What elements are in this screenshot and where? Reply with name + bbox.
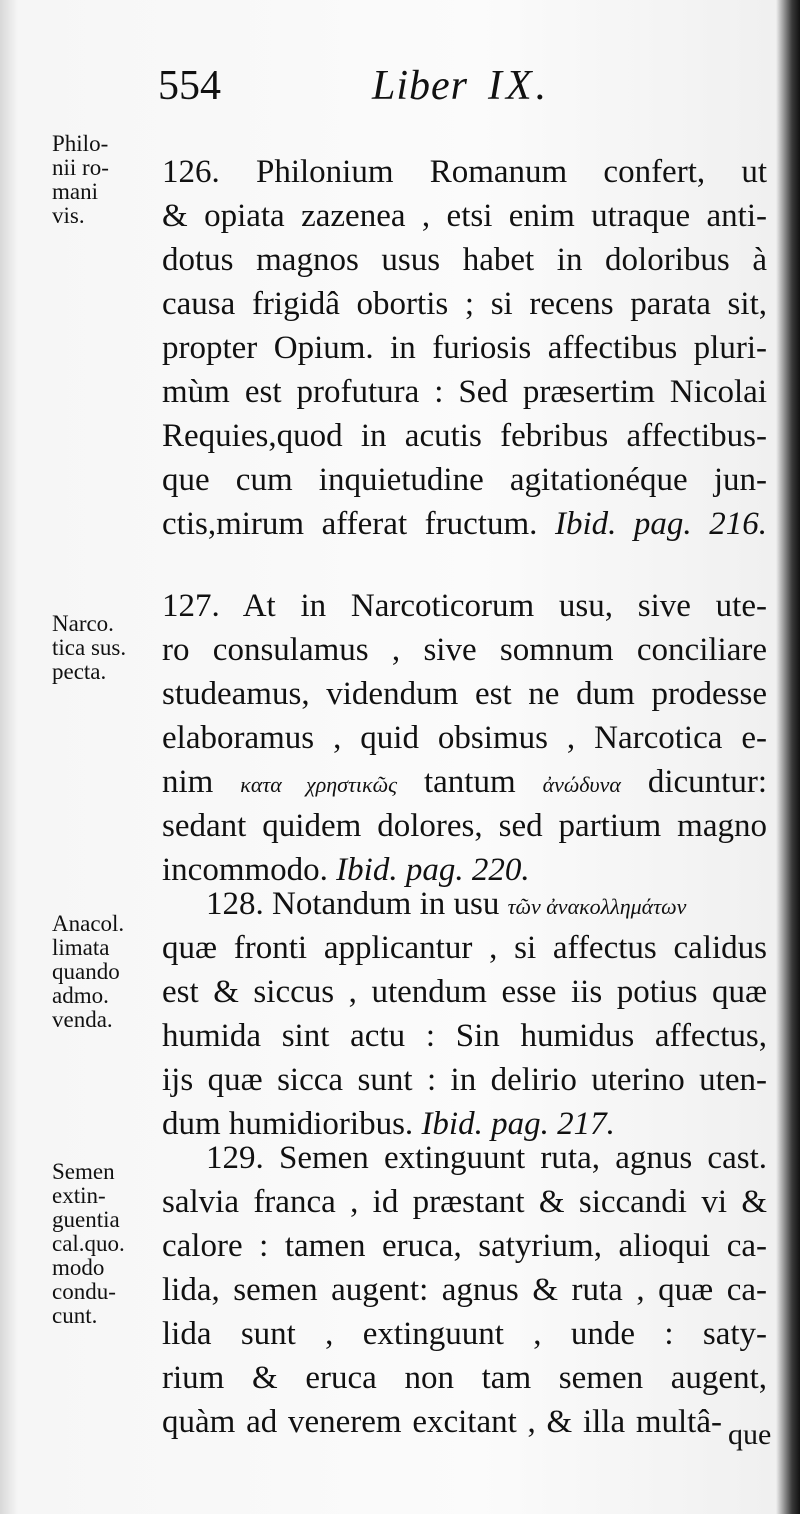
margin-note-line: nii ro-	[52, 155, 109, 180]
greek-text: τῶν ἀνακολλημάτων	[507, 894, 687, 919]
text-fragment: 128. Notandum in usu	[206, 886, 500, 922]
text-fragment: dum humidioribus.	[162, 1106, 414, 1142]
margin-note-line: Narco.	[52, 611, 114, 636]
text-fragment: ctis,mirum afferat fructum.	[162, 506, 538, 542]
text-fragment: dicuntur:	[647, 764, 768, 800]
text-fragment: nim	[162, 764, 214, 800]
text-line: que cum inquietudine agitationéque jun-	[162, 462, 767, 498]
page-header	[0, 62, 800, 112]
text-line: studeamus, videndum est ne dum prodesse	[162, 676, 767, 712]
text-line: calore : tamen eruca, satyrium, alioqui ca-	[162, 1228, 767, 1264]
text-line: 129. Semen extinguunt ruta, agnus cast.	[206, 1140, 767, 1176]
text-line: causa frigidâ obortis ; si recens parata sit,	[162, 286, 767, 322]
text-line: ijs quæ sicca sunt : in delirio uterino uten-	[162, 1062, 767, 1098]
citation-ref: Ibid. pag. 220.	[336, 852, 530, 888]
margin-note-line: quando	[52, 959, 120, 984]
margin-note-line: venda.	[52, 1007, 113, 1032]
margin-note-line: modo	[52, 1255, 105, 1280]
text-line: quæ fronti applicantur , si affectus calidus	[162, 930, 767, 966]
text-line: lida sunt , extinguunt , unde : saty-	[162, 1316, 767, 1352]
margin-note-line: pecta.	[52, 659, 107, 684]
text-line: Requies,quod in acutis febribus affectibus-	[162, 418, 767, 454]
margin-note-129	[52, 1160, 125, 1328]
text-line: lida, semen augent: agnus & ruta , quæ ca-	[162, 1272, 767, 1308]
citation-ref: Ibid. pag. 216.	[554, 506, 767, 542]
margin-note-line: admo.	[52, 983, 109, 1008]
page-number: 554	[158, 63, 221, 109]
text-line: sedant quidem dolores, sed partium magno	[162, 808, 767, 844]
margin-note-line: Semen	[52, 1159, 115, 1184]
greek-text: κατα χρηστικῶς	[240, 772, 398, 797]
margin-note-line: Philo-	[52, 131, 109, 156]
margin-note-line: limata	[52, 935, 110, 960]
text-line: humida sint actu : Sin humidus affectus,	[162, 1018, 767, 1054]
text-line	[162, 504, 767, 544]
margin-note-line: guentia	[52, 1207, 120, 1232]
margin-note-line: mani	[52, 179, 98, 204]
running-title	[372, 62, 550, 110]
catchword: que	[728, 1418, 772, 1451]
margin-note-line: extin-	[52, 1183, 106, 1208]
volume-numeral: IX.	[488, 63, 551, 109]
text-line: & opiata zazenea , etsi enim utraque anti-	[162, 198, 767, 234]
text-line: dotus magnos usus habet in doloribus à	[162, 242, 767, 278]
margin-note-line: Anacol.	[52, 911, 125, 936]
margin-note-127	[52, 612, 126, 684]
citation-ref: Ibid. pag. 217.	[421, 1106, 615, 1142]
text-line: salvia franca , id præstant & siccandi vi &	[162, 1184, 767, 1220]
margin-note-126	[52, 132, 109, 228]
running-title-text: Liber	[372, 63, 469, 109]
text-line	[162, 884, 767, 927]
margin-note-line: cunt.	[52, 1303, 98, 1328]
margin-note-line: vis.	[52, 203, 85, 228]
text-line	[162, 762, 767, 805]
greek-text: ἀνώδυνα	[542, 772, 621, 797]
text-line: rium & eruca non tam semen augent,	[162, 1360, 767, 1396]
text-line: 127. At in Narcoticorum usu, sive ute-	[162, 588, 767, 624]
text-fragment: incommodo.	[162, 852, 328, 888]
text-line: quàm ad venerem excitant , & illa multâ-	[162, 1404, 722, 1440]
text-line: elaboramus , quid obsimus , Narcotica e-	[162, 720, 767, 756]
text-line: 126. Philonium Romanum confert, ut	[162, 154, 767, 190]
margin-note-line: condu-	[52, 1279, 116, 1304]
text-line: ro consulamus , sive somnum conciliare	[162, 632, 767, 668]
margin-note-line: cal.quo.	[52, 1231, 125, 1256]
text-line: propter Opium. in furiosis affectibus pluri-	[162, 330, 767, 366]
text-fragment: tantum	[423, 764, 516, 800]
text-line: est & siccus , utendum esse iis potius quæ	[162, 974, 767, 1010]
text-line: mùm est profutura : Sed præsertim Nicolai	[162, 374, 767, 410]
margin-note-128	[52, 912, 124, 1032]
margin-note-line: tica sus.	[52, 635, 127, 660]
